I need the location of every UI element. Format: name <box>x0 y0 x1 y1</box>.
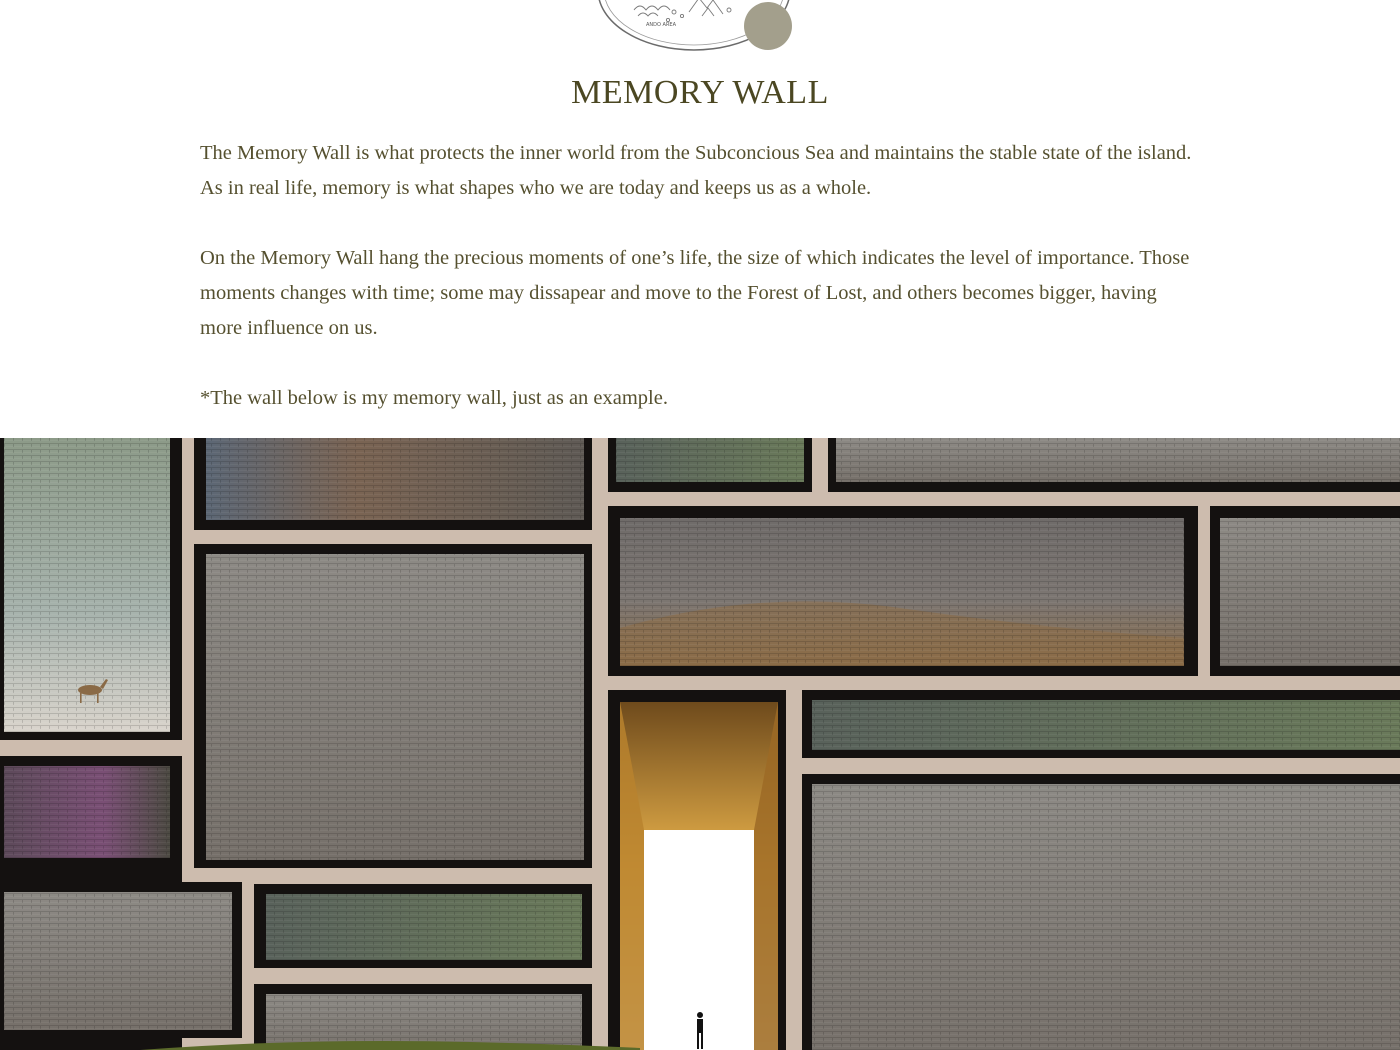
accent-circle-icon <box>744 2 792 50</box>
description <box>200 136 1200 451</box>
paragraph-moments: On the Memory Wall hang the precious moments of one’s life, the size of which indicates the level of importance. Those moments changes with time; some may dissapear and move to the Forest of Lost, and others becomes bigger, having more influence on us. <box>200 247 1190 339</box>
paragraph-intro: The Memory Wall is what protects the inner world from the Subconcious Sea and maintains the stable state of the island. As in real life, memory is what shapes who we are today and keeps us as a whole. <box>200 142 1192 199</box>
memory-wall-image <box>0 438 1400 1050</box>
doorway <box>608 690 786 1050</box>
map-label: ANDO AREA <box>646 22 677 28</box>
map-emblem-icon <box>594 0 800 56</box>
page-title: MEMORY WALL <box>571 74 829 111</box>
paragraph-note: *The wall below is my memory wall, just as an example. <box>200 387 668 409</box>
